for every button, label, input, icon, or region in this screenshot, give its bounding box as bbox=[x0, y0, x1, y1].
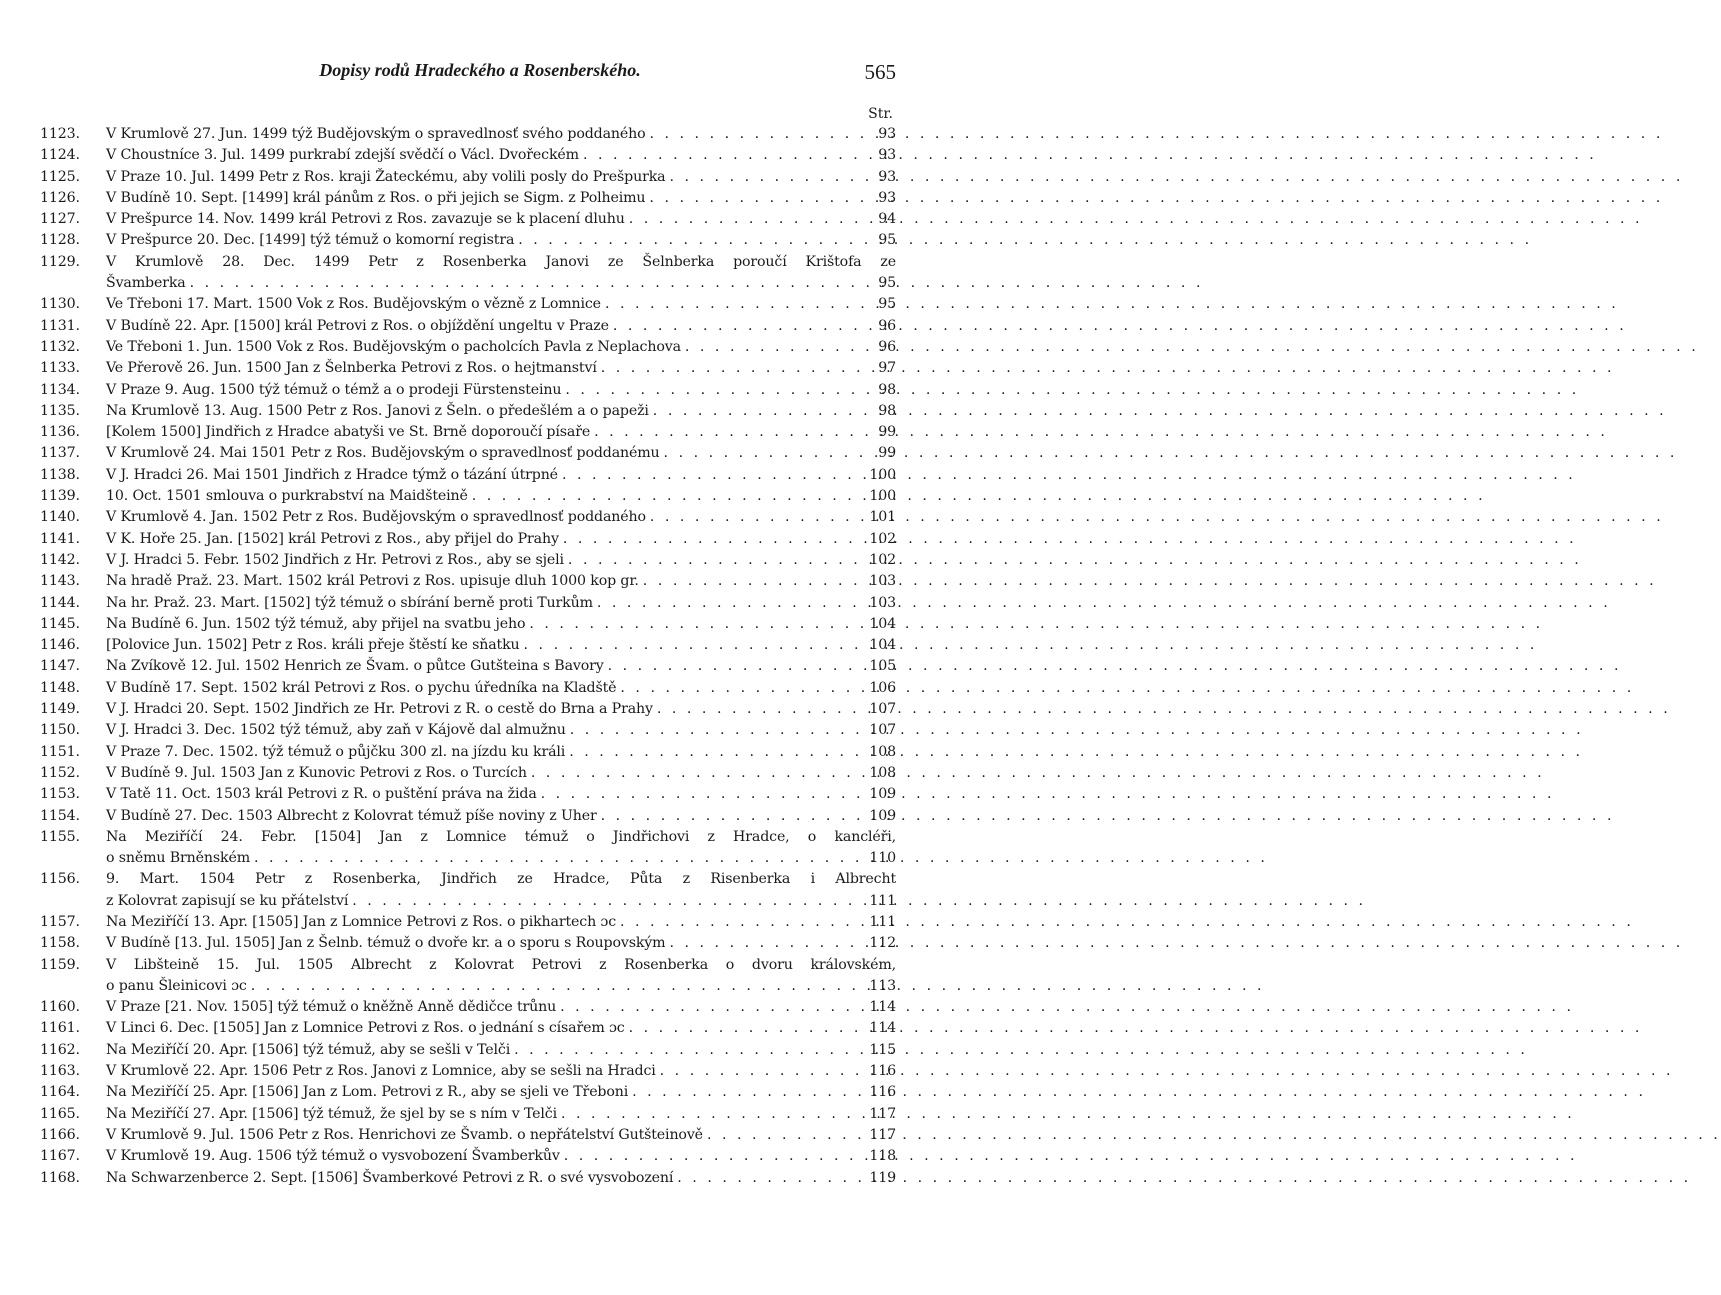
entry-page: 103 bbox=[869, 594, 896, 611]
dot-leader bbox=[524, 637, 866, 653]
dot-leader bbox=[632, 1084, 865, 1100]
entry-text: V Krumlově 19. Aug. 1506 týž témuž o vysvobození Švamberkův bbox=[106, 1148, 560, 1165]
entry-number: 1135. bbox=[40, 402, 80, 419]
entry-text: V Prešpurce 20. Dec. [1499] týž témuž o komorní registra bbox=[106, 232, 515, 249]
entry-page: 114 bbox=[869, 1020, 896, 1037]
dot-leader bbox=[541, 786, 866, 802]
entry-text: Na Zvíkově 12. Jul. 1502 Henrich ze Švam. o půtce Gutšteina s Bavory bbox=[106, 658, 604, 675]
list-item bbox=[40, 488, 896, 509]
running-title: Dopisy rodů Hradeckého a Rosenberského. bbox=[319, 60, 641, 80]
entry-number: 1134. bbox=[40, 381, 80, 398]
entry-text-continuation: o sněmu Brněnském bbox=[106, 850, 251, 867]
list-item bbox=[40, 296, 896, 317]
entry-number: 1165. bbox=[40, 1105, 80, 1122]
dot-leader bbox=[601, 360, 866, 376]
entry-number: 1148. bbox=[40, 679, 80, 696]
entry-page: 100 bbox=[869, 466, 896, 483]
entry-page: 115 bbox=[869, 1041, 896, 1058]
dot-leader bbox=[594, 424, 866, 440]
dot-leader bbox=[620, 914, 865, 930]
entry-text: V Krumlově 4. Jan. 1502 Petr z Ros. Budějovským o spravedlnosť poddaného bbox=[106, 509, 646, 526]
dot-leader bbox=[569, 744, 865, 760]
list-item bbox=[40, 1020, 896, 1041]
dot-leader bbox=[643, 573, 866, 589]
entry-page: 107 bbox=[869, 722, 896, 739]
entry-number: 1145. bbox=[40, 615, 80, 632]
entry-page: 99 bbox=[878, 445, 896, 462]
list-item bbox=[40, 445, 896, 466]
dot-leader bbox=[570, 722, 866, 738]
dot-leader bbox=[657, 701, 865, 717]
list-item bbox=[40, 808, 896, 829]
entry-text: Na Meziříčí 27. Apr. [1506] týž témuž, že sjel by se s ním v Telči bbox=[106, 1105, 557, 1122]
entry-text: V Budíně 27. Dec. 1503 Albrecht z Kolovrat témuž píše noviny z Uher bbox=[106, 807, 597, 824]
entry-page: 99 bbox=[878, 424, 896, 441]
list-item-continuation bbox=[40, 893, 896, 914]
entry-text: V Linci 6. Dec. [1505] Jan z Lomnice Petrovi z Ros. o jednání s císařem ɔc bbox=[106, 1020, 625, 1037]
dot-leader bbox=[629, 1020, 866, 1036]
list-item bbox=[40, 999, 896, 1020]
entry-text: V Budíně 9. Jul. 1503 Jan z Kunovic Petrovi z Ros. o Turcích bbox=[106, 764, 527, 781]
entry-text: V Krumlově 28. Dec. 1499 Petr z Rosenberka Janovi ze Šelnberka poroučí Krištofa ze bbox=[106, 253, 896, 270]
entry-number: 1141. bbox=[40, 530, 80, 547]
entry-text: V Tatě 11. Oct. 1503 král Petrovi z R. o puštění práva na žida bbox=[106, 786, 537, 803]
dot-leader bbox=[649, 190, 866, 206]
entry-text: V Krumlově 9. Jul. 1506 Petr z Ros. Henrichovi ze Švamb. o nepřátelství Gutšteinově bbox=[106, 1126, 703, 1143]
entry-number: 1143. bbox=[40, 573, 80, 590]
list-item bbox=[40, 680, 896, 701]
dot-leader bbox=[605, 296, 866, 312]
dot-leader bbox=[565, 382, 866, 398]
list-item bbox=[40, 765, 896, 786]
list-item bbox=[40, 573, 896, 594]
dot-leader bbox=[620, 680, 865, 696]
entry-number: 1162. bbox=[40, 1041, 80, 1058]
entry-text: Na hr. Praž. 23. Mart. [1502] týž témuž o sbírání berně proti Turkům bbox=[106, 594, 593, 611]
entry-number: 1130. bbox=[40, 296, 80, 313]
entry-page: 106 bbox=[869, 679, 896, 696]
list-item bbox=[40, 509, 896, 530]
entry-number: 1131. bbox=[40, 317, 80, 334]
entry-text: V Praze 7. Dec. 1502. týž témuž o půjčku 300 zl. na jízdu ku králi bbox=[106, 743, 566, 760]
entry-number: 1137. bbox=[40, 445, 80, 462]
entry-text: 10. Oct. 1501 smlouva o purkrabství na Maidšteině bbox=[106, 488, 468, 505]
page-column-label: Str. bbox=[868, 106, 893, 122]
list-item bbox=[40, 1106, 896, 1127]
entry-text: 9. Mart. 1504 Petr z Rosenberka, Jindřich ze Hradce, Půta z Risenberka i Albrecht bbox=[106, 871, 896, 888]
entry-number: 1125. bbox=[40, 168, 80, 185]
entry-page: 103 bbox=[869, 573, 896, 590]
entry-text: Ve Třeboni 1. Jun. 1500 Vok z Ros. Budějovským o pacholcích Pavla z Neplachova bbox=[106, 338, 681, 355]
entry-number: 1163. bbox=[40, 1063, 80, 1080]
entry-text: Na Budíně 6. Jun. 1502 týž témuž, aby přijel na svatbu jeho bbox=[106, 615, 526, 632]
entry-text: V J. Hradci 20. Sept. 1502 Jindřich ze Hr. Petrovi z R. o cestě do Brna a Prahy bbox=[106, 701, 653, 718]
entry-number: 1167. bbox=[40, 1148, 80, 1165]
list-item-continuation bbox=[40, 275, 896, 296]
dot-leader bbox=[531, 765, 866, 781]
list-item bbox=[40, 190, 896, 211]
entry-text: V J. Hradci 3. Dec. 1502 týž témuž, aby zaň v Kájově dal almužnu bbox=[106, 722, 566, 739]
list-item bbox=[40, 254, 896, 275]
entry-text: V Choustníce 3. Jul. 1499 purkrabí zdejší svědčí o Václ. Dvořeckém bbox=[106, 147, 579, 164]
dot-leader bbox=[564, 1148, 866, 1164]
entry-page: 93 bbox=[878, 147, 896, 164]
entry-number: 1150. bbox=[40, 722, 80, 739]
list-item bbox=[40, 232, 896, 253]
entry-text-continuation: o panu Šleinicovi ɔc bbox=[106, 977, 247, 994]
list-item bbox=[40, 1148, 896, 1169]
entry-text: V Praze [21. Nov. 1505] týž témuž o kněžně Anně dědičce trůnu bbox=[106, 999, 557, 1016]
entry-page: 93 bbox=[878, 126, 896, 142]
entry-number: 1136. bbox=[40, 424, 80, 441]
entry-number: 1166. bbox=[40, 1126, 80, 1143]
dot-leader bbox=[529, 616, 865, 632]
entry-page: 108 bbox=[869, 743, 896, 760]
list-item bbox=[40, 424, 896, 445]
dot-leader bbox=[677, 1170, 865, 1186]
entry-page: 107 bbox=[869, 701, 896, 718]
entry-number: 1151. bbox=[40, 743, 80, 760]
entry-number: 1128. bbox=[40, 232, 80, 249]
dot-leader bbox=[650, 126, 867, 142]
entry-page: 93 bbox=[878, 189, 896, 206]
entry-text: Na Meziříčí 25. Apr. [1506] Jan z Lom. Petrovi z R., aby se sjeli ve Třeboni bbox=[106, 1084, 629, 1101]
entry-text: Na Meziříčí 24. Febr. [1504] Jan z Lomnice témuž o Jindřichovi z Hradce, o kancléři, bbox=[106, 828, 896, 845]
list-item bbox=[40, 1084, 896, 1105]
dot-leader bbox=[352, 893, 865, 909]
list-item bbox=[40, 318, 896, 339]
entry-text: V Libšteině 15. Jul. 1505 Albrecht z Kolovrat Petrovi z Rosenberka o dvoru královském, bbox=[106, 956, 896, 973]
entry-number: 1124. bbox=[40, 147, 80, 164]
entry-number: 1132. bbox=[40, 338, 80, 355]
dot-leader bbox=[472, 488, 866, 504]
entry-number: 1127. bbox=[40, 211, 80, 228]
entry-number: 1161. bbox=[40, 1020, 80, 1037]
page-number: 565 bbox=[864, 60, 896, 84]
entry-page: 118 bbox=[869, 1148, 896, 1165]
entry-page: 113 bbox=[869, 977, 896, 994]
entry-page: 97 bbox=[878, 360, 896, 377]
entry-text: V Krumlově 24. Mai 1501 Petr z Ros. Budějovským o spravedlnosť poddanému bbox=[106, 445, 660, 462]
list-item bbox=[40, 914, 896, 935]
dot-leader bbox=[597, 595, 865, 611]
dot-leader bbox=[254, 850, 865, 866]
entry-page: 117 bbox=[869, 1105, 896, 1122]
entry-number: 1144. bbox=[40, 594, 80, 611]
entry-number: 1152. bbox=[40, 764, 80, 781]
entry-page: 114 bbox=[869, 999, 896, 1016]
entry-text: V Praze 9. Aug. 1500 týž témuž o témž a o prodeji Fürstensteinu bbox=[106, 381, 562, 398]
entry-text: V Budíně 22. Apr. [1500] král Petrovi z Ros. o objíždění ungeltu v Praze bbox=[106, 317, 609, 334]
list-item bbox=[40, 829, 896, 850]
list-item bbox=[40, 871, 896, 892]
entry-text: V Budíně 10. Sept. [1499] král pánům z Ros. o při jejich se Sigm. z Polheimu bbox=[106, 189, 646, 206]
list-item bbox=[40, 1042, 896, 1063]
dot-leader bbox=[669, 935, 865, 951]
entry-page: 109 bbox=[869, 807, 896, 824]
entry-page: 108 bbox=[869, 764, 896, 781]
entry-page: 112 bbox=[869, 935, 896, 952]
entry-page: 105 bbox=[869, 658, 896, 675]
dot-leader bbox=[664, 445, 866, 461]
entry-number: 1153. bbox=[40, 786, 80, 803]
entry-number: 1139. bbox=[40, 488, 80, 505]
entry-text: Na Meziříčí 13. Apr. [1505] Jan z Lomnice Petrovi z Ros. o pikhartech ɔc bbox=[106, 913, 617, 930]
entry-text: V Prešpurce 14. Nov. 1499 král Petrovi z Ros. zavazuje se k placení dluhu bbox=[106, 211, 625, 228]
entry-text: Na hradě Praž. 23. Mart. 1502 král Petrovi z Ros. upisuje dluh 1000 kop gr. bbox=[106, 573, 639, 590]
dot-leader bbox=[518, 232, 866, 248]
list-item bbox=[40, 531, 896, 552]
dot-leader bbox=[650, 509, 865, 525]
list-item bbox=[40, 1063, 896, 1084]
list-item bbox=[40, 786, 896, 807]
dot-leader bbox=[613, 318, 866, 334]
entry-page: 111 bbox=[869, 913, 896, 930]
entry-text: V Budíně [13. Jul. 1505] Jan z Šelnb. témuž o dvoře kr. a o sporu s Roupovským bbox=[106, 935, 666, 952]
entry-number: 1168. bbox=[40, 1169, 80, 1186]
list-item bbox=[40, 467, 896, 488]
list-item bbox=[40, 616, 896, 637]
dot-leader bbox=[653, 403, 866, 419]
list-item bbox=[40, 339, 896, 360]
entry-page: 98 bbox=[878, 381, 896, 398]
dot-leader bbox=[514, 1042, 865, 1058]
entry-page: 111 bbox=[869, 892, 896, 909]
dot-leader bbox=[190, 275, 866, 291]
entry-number: 1158. bbox=[40, 935, 80, 952]
list-item bbox=[40, 126, 896, 147]
entry-text: V Budíně 17. Sept. 1502 král Petrovi z Ros. o pychu úředníka na Kladště bbox=[106, 679, 617, 696]
list-item bbox=[40, 722, 896, 743]
entry-page: 95 bbox=[878, 275, 896, 292]
entry-text: V J. Hradci 26. Mai 1501 Jindřich z Hradce týmž o tázání útrpné bbox=[106, 466, 558, 483]
list-item bbox=[40, 1127, 896, 1148]
dot-leader bbox=[601, 808, 866, 824]
entry-number: 1159. bbox=[40, 956, 80, 973]
entry-text: V Krumlově 27. Jun. 1499 týž Budějovským o spravedlnosť svého poddaného bbox=[106, 126, 646, 142]
entry-page: 101 bbox=[869, 509, 896, 526]
entry-number: 1164. bbox=[40, 1084, 80, 1101]
entry-page: 110 bbox=[869, 850, 896, 867]
dot-leader bbox=[660, 1063, 866, 1079]
entry-text-continuation: z Kolovrat zapisují se ku přátelství bbox=[106, 892, 349, 909]
entry-number: 1147. bbox=[40, 658, 80, 675]
entry-page: 104 bbox=[869, 637, 896, 654]
entry-text: Ve Třeboni 17. Mart. 1500 Vok z Ros. Budějovským o vězně z Lomnice bbox=[106, 296, 601, 313]
entry-number: 1157. bbox=[40, 913, 80, 930]
dot-leader bbox=[583, 147, 866, 163]
list-item bbox=[40, 1170, 896, 1191]
list-item bbox=[40, 744, 896, 765]
list-item bbox=[40, 595, 896, 616]
entry-page: 102 bbox=[869, 551, 896, 568]
list-item bbox=[40, 360, 896, 381]
entry-page: 117 bbox=[869, 1126, 896, 1143]
dot-leader bbox=[608, 658, 866, 674]
dot-leader bbox=[685, 339, 866, 355]
entry-text: Ve Přerově 26. Jun. 1500 Jan z Šelnberka Petrovi z Ros. o hejtmanství bbox=[106, 360, 597, 377]
list-item bbox=[40, 552, 896, 573]
list-item bbox=[40, 935, 896, 956]
entry-number: 1142. bbox=[40, 551, 80, 568]
entry-text: V J. Hradci 5. Febr. 1502 Jindřich z Hr. Petrovi z Ros., aby se sjeli bbox=[106, 551, 564, 568]
dot-leader bbox=[568, 552, 865, 568]
list-item bbox=[40, 211, 896, 232]
dot-leader bbox=[707, 1127, 865, 1143]
entry-text: V Krumlově 22. Apr. 1506 Petr z Ros. Janovi z Lomnice, aby se sešli na Hradci bbox=[106, 1063, 656, 1080]
entry-number: 1160. bbox=[40, 999, 80, 1016]
entry-number: 1133. bbox=[40, 360, 80, 377]
entry-number: 1154. bbox=[40, 807, 80, 824]
dot-leader bbox=[560, 999, 865, 1015]
entry-page: 93 bbox=[878, 168, 896, 185]
dot-leader bbox=[563, 531, 866, 547]
entry-number: 1149. bbox=[40, 701, 80, 718]
entry-page: 104 bbox=[869, 615, 896, 632]
entry-text: [Kolem 1500] Jindřich z Hradce abatyši ve St. Brně doporoučí písaře bbox=[106, 424, 591, 441]
dot-leader bbox=[670, 169, 867, 185]
list-item bbox=[40, 637, 896, 658]
entry-text: [Polovice Jun. 1502] Petr z Ros. králi přeje štěstí ke sňatku bbox=[106, 637, 520, 654]
entry-page: 102 bbox=[869, 530, 896, 547]
entry-number: 1126. bbox=[40, 189, 80, 206]
entry-page: 96 bbox=[878, 338, 896, 355]
list-item-continuation bbox=[40, 850, 896, 871]
entry-page: 95 bbox=[878, 296, 896, 313]
list-item bbox=[40, 169, 896, 190]
dot-leader bbox=[561, 1106, 865, 1122]
entry-page: 98 bbox=[878, 402, 896, 419]
entry-number: 1129. bbox=[40, 253, 80, 270]
entry-page: 100 bbox=[869, 488, 896, 505]
entry-page: 119 bbox=[869, 1169, 896, 1186]
list-item bbox=[40, 701, 896, 722]
entry-page: 94 bbox=[878, 211, 896, 228]
entry-number: 1155. bbox=[40, 828, 80, 845]
entry-text: Na Schwarzenberce 2. Sept. [1506] Švamberkové Petrovi z R. o své vysvobození bbox=[106, 1169, 674, 1186]
entry-text: Na Meziříčí 20. Apr. [1506] týž témuž, aby se sešli v Telči bbox=[106, 1041, 511, 1058]
list-item bbox=[40, 403, 896, 424]
entry-text: V K. Hoře 25. Jan. [1502] král Petrovi z Ros., aby přijel do Prahy bbox=[106, 530, 559, 547]
entry-page: 95 bbox=[878, 232, 896, 249]
entry-page: 116 bbox=[869, 1063, 896, 1080]
entry-text: V Praze 10. Jul. 1499 Petr z Ros. kraji Žateckému, aby volili posly do Prešpurka bbox=[106, 168, 666, 185]
dot-leader bbox=[562, 467, 865, 483]
dot-leader bbox=[251, 978, 866, 994]
list-item bbox=[40, 382, 896, 403]
list-item bbox=[40, 658, 896, 679]
entry-number: 1156. bbox=[40, 871, 80, 888]
dot-leader bbox=[629, 211, 866, 227]
entry-page: 96 bbox=[878, 317, 896, 334]
entry-number: 1123. bbox=[40, 126, 80, 142]
entry-text-continuation: Švamberka bbox=[106, 275, 186, 292]
table-of-contents bbox=[40, 126, 896, 1191]
entry-number: 1138. bbox=[40, 466, 80, 483]
entry-page: 109 bbox=[869, 786, 896, 803]
entry-page: 116 bbox=[869, 1084, 896, 1101]
entry-number: 1140. bbox=[40, 509, 80, 526]
list-item bbox=[40, 957, 896, 978]
list-item bbox=[40, 147, 896, 168]
entry-number: 1146. bbox=[40, 637, 80, 654]
list-item-continuation bbox=[40, 978, 896, 999]
entry-text: Na Krumlově 13. Aug. 1500 Petr z Ros. Janovi z Šeln. o předešlém a o papeži bbox=[106, 402, 649, 419]
